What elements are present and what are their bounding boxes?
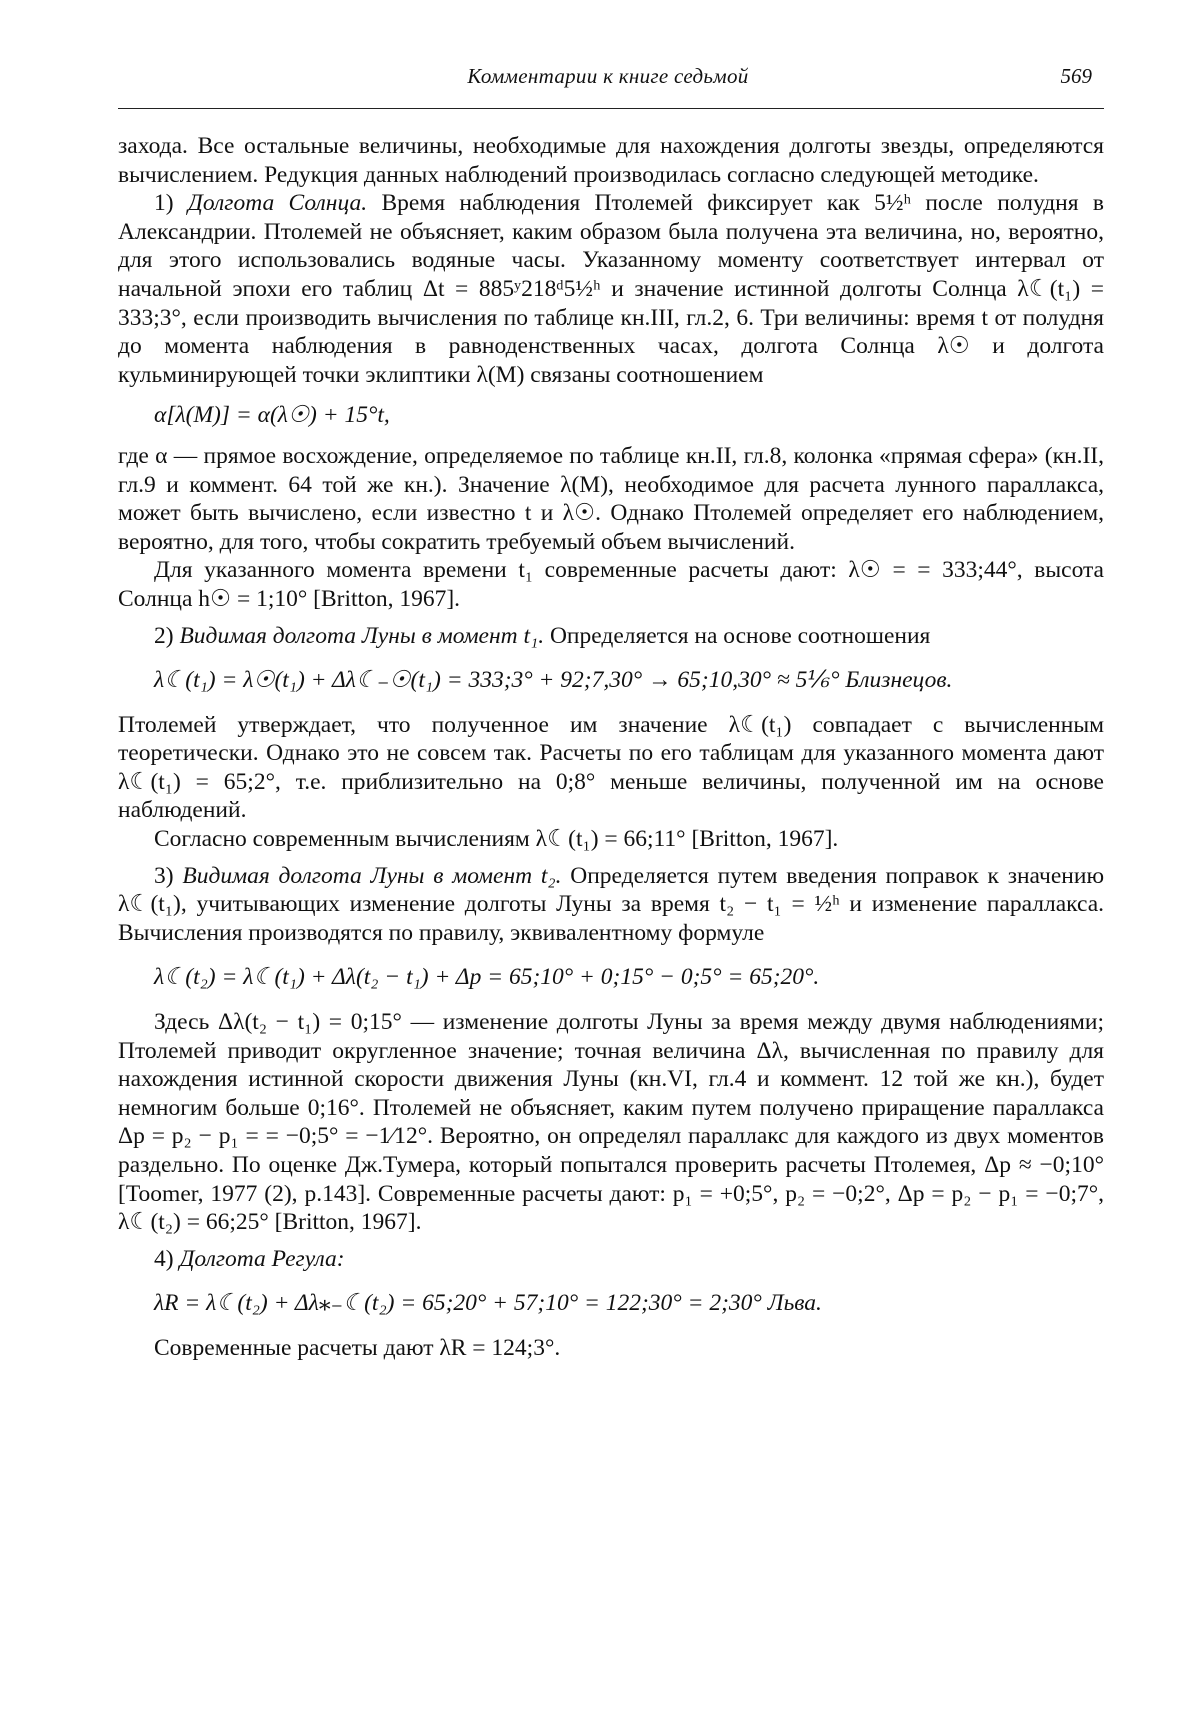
- equation: λ☾(t₁) = λ☉(t₁) + Δλ☾₋☉(t₁) = 333;3° + 92;7,30° → 65;10,30° ≈ 5⅙° Близнецов.: [154, 667, 953, 694]
- paragraph: Современные расчеты дают λR = 124;3°.: [154, 1334, 561, 1361]
- paragraph: где α — прямое восхождение, определяемое по таблице кн.II, гл.8, колонка «прямая сфера» (кн.II, гл.9 и коммент. 64 той же кн.). Значение λ(M), необходимое для расчета лунного параллакса, может быть вычислено, если известно t и λ☉. Однако Птолемей определяет его наблюдением, вероятно, для того, чтобы сократить требуемый объем вычислений.: [118, 442, 1104, 555]
- header-rule: [118, 108, 1104, 109]
- page-body: [118, 132, 1104, 1363]
- section-number: 4): [154, 1245, 180, 1272]
- equation: α[λ(M)] = α(λ☉) + 15°t,: [154, 402, 390, 429]
- section-title: Видимая долгота Луны в момент t₂.: [182, 862, 562, 889]
- paragraph: Для указанного момента времени t₁ современные расчеты дают: λ☉ = = 333;44°, высота Солнца h☉ = 1;10° [Britton, 1967].: [118, 557, 1104, 612]
- running-title: Комментарии к книге седьмой: [467, 64, 749, 88]
- section-number: 3): [154, 862, 183, 889]
- section-title: Видимая долгота Луны в момент t₁.: [179, 622, 545, 649]
- paragraph: Птолемей утверждает, что полученное им значение λ☾(t₁) совпадает с вычисленным теоретически. Однако это не совсем так. Расчеты по его таблицам для указанного момента дают λ☾(t₁) = 65;2°, т.е. приблизительно на 0;8° меньше величины, полученной им на основе наблюдений.: [118, 711, 1104, 824]
- section-3: [118, 862, 1104, 948]
- section-title: Долгота Солнца.: [187, 190, 368, 217]
- page-number: 569: [1060, 64, 1092, 88]
- section-text: Время наблюдения Птолемей фиксирует как 5½ʰ после полудня в Александрии. Птолемей не объясняет, каким образом была получена эта величина, но, вероятно, для этого использовались водяные часы. Указанному моменту соответствует интервал от начальной эпохи его таблиц Δt = 885ʸ218ᵈ5½ʰ и значение истинной долготы Солнца λ☾(t₁) = 333;3°, если производить вычисления по таблице кн.III, гл.2, 6. Три величины: время t от полудня до момента наблюдения в равноденственных часах, долгота Солнца λ☉ и долгота кульминирующей точки эклиптики λ(M) связаны соотношением: [118, 190, 1104, 388]
- section-text: Определяется путем введения поправок к значению λ☾(t₁), учитывающих изменение долготы Луны за время t₂ − t₁ = ½ʰ и изменение параллакса. Вычисления производятся по правилу, эквивалентному формуле: [118, 862, 1104, 946]
- equation: λR = λ☾(t₂) + Δλ⁎₋☾(t₂) = 65;20° + 57;10° = 122;30° = 2;30° Льва.: [154, 1290, 822, 1317]
- section-title: Долгота Регула:: [179, 1245, 345, 1272]
- paragraph: Согласно современным вычислениям λ☾(t₁) = 66;11° [Britton, 1967].: [154, 826, 839, 853]
- section-number: 2): [154, 622, 180, 649]
- equation: λ☾(t₂) = λ☾(t₁) + Δλ(t₂ − t₁) + Δp = 65;10° + 0;15° − 0;5° = 65;20°.: [154, 964, 820, 991]
- section-2: [118, 622, 1104, 651]
- section-1: [118, 189, 1104, 389]
- page-header: [118, 56, 1098, 96]
- section-4: [118, 1245, 1104, 1274]
- section-number: 1): [154, 190, 188, 217]
- paragraph: Здесь Δλ(t₂ − t₁) = 0;15° — изменение долготы Луны за время между двумя наблюдениями; Птолемей приводит округленное значение; точная величина Δλ, вычисленная по правилу для нахождения истинной скорости движения Луны (кн.VI, гл.4 и коммент. 12 той же кн.), будет немногим больше 0;16°. Птолемей не объясняет, каким путем получено приращение параллакса Δp = p₂ − p₁ = = −0;5° = −1⁄12°. Вероятно, он определял параллакс для каждого из двух моментов раздельно. По оценке Дж.Тумера, который попытался проверить расчеты Птолемея, Δp ≈ −0;10° [Toomer, 1977 (2), p.143]. Современные расчеты дают: p₁ = +0;5°, p₂ = −0;2°, Δp = p₂ − p₁ = −0;7°, λ☾(t₂) = 66;25° [Britton, 1967].: [118, 1009, 1104, 1236]
- section-text: Определяется на основе соотношения: [544, 622, 931, 649]
- paragraph: захода. Все остальные величины, необходимые для нахождения долготы звезды, определяются вычислением. Редукция данных наблюдений производилась согласно следующей методике.: [118, 133, 1104, 188]
